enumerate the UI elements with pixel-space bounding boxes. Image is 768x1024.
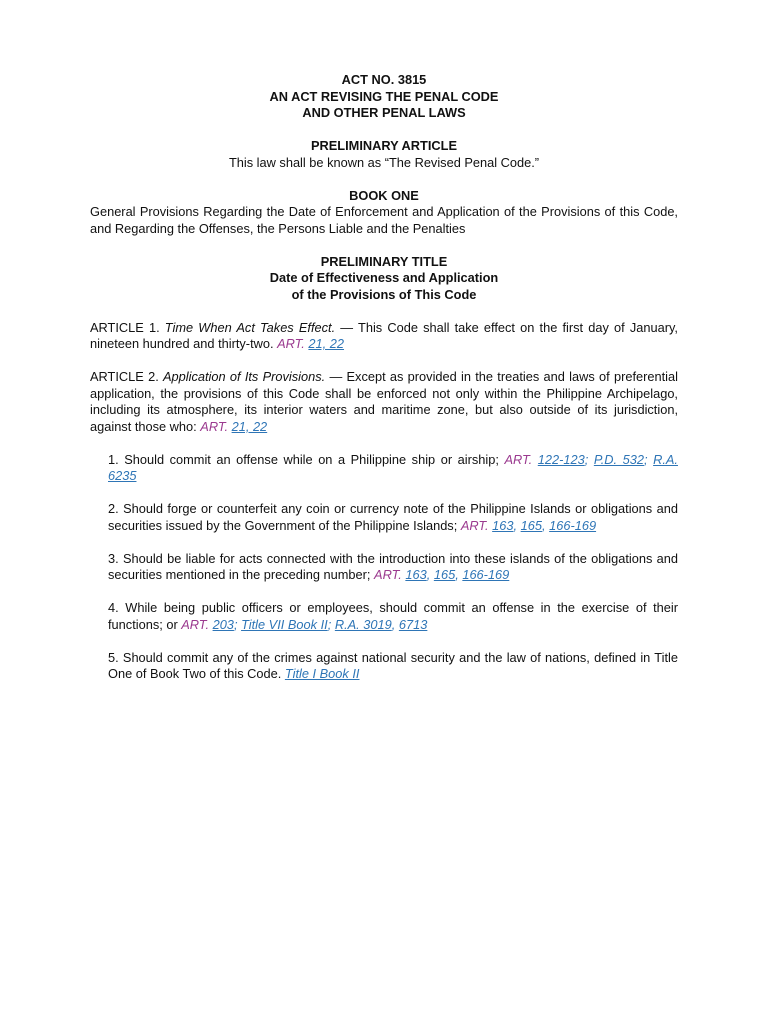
reference-link[interactable]: 166-169 [462,567,510,582]
act-title-line2: AND OTHER PENAL LAWS [302,105,466,120]
reference-link[interactable]: R.A. 6235 [108,451,678,483]
act-number: ACT NO. 3815 [341,72,427,87]
list-item-text: 1. Should commit an offense while on a Philippine ship or airship; [108,451,505,467]
reference-link[interactable]: 163 [492,517,514,533]
preliminary-title-subtitle-line2: of the Provisions of This Code [291,286,477,302]
article-1-art-label: ART. [277,336,305,351]
list-item-text: 2. Should forge or counterfeit any coin or currency note of the Philippine Islands or obligations and securities issued by the Government of the Philippine Islands; [108,501,678,533]
reference-link[interactable]: 166-169 [549,517,597,533]
list-item-4: 4. While being public officers or employees, should commit an offense in the exercise of their functions; or ART. 203; Title VII Book II; R.A. 3019, 6713 [108,600,678,632]
act-title-line1: AN ACT REVISING THE PENAL CODE [269,88,499,104]
reference-link[interactable]: 203 [212,616,234,632]
article-2-art-label: ART. [200,418,229,434]
article-2-link[interactable]: 21, 22 [231,418,268,434]
article-1-label: ARTICLE 1. [90,319,160,335]
reference-link[interactable]: 163 [405,567,427,582]
preliminary-title-heading: PRELIMINARY TITLE [320,253,448,269]
reference-link[interactable]: Title VII Book II [241,616,328,632]
article-1-text: — This Code shall take effect on the first day of January, nineteen hundred and thirty-two. [90,319,678,351]
article-2-text: — Except as provided in the treaties and laws of preferential application, the provisions of this Code shall be enforced not only within the Philippine Archipelago, including its atmosphere, its interior waters and maritime zone, but also outside of its jurisdiction, against those who: [90,369,678,434]
preliminary-title-subtitle-line1: Date of Effectiveness and Application [269,270,499,285]
list-item-text: 5. Should commit any of the crimes against national security and the law of nations, defined in Title One of Book Two of this Code. [108,649,678,681]
book-one-heading: BOOK ONE [349,187,419,203]
article-1 [90,320,678,353]
list-item-1: 1. Should commit an offense while on a Philippine ship or airship; ART. 122-123; P.D. 532; R.A. 6235 [108,451,678,483]
list-item-text: 4. While being public officers or employees, should commit an offense in the exercise of their functions; or [108,600,678,632]
article-1-title: Time When Act Takes Effect. [164,319,336,335]
reference-link[interactable]: 6713 [398,616,428,632]
reference-link[interactable]: Title I Book II [284,666,360,681]
reference-link[interactable]: 165 [433,567,456,582]
art-label: ART. [374,567,402,582]
preliminary-article-text: This law shall be known as “The Revised Penal Code.” [228,154,540,170]
list-item-text: 3. Should be liable for acts connected with the introduction into these islands of the obligations and securities mentioned in the preceding number; [108,550,678,582]
preliminary-article [90,138,678,171]
reference-link[interactable]: 122-123 [537,451,585,467]
reference-link[interactable]: P.D. 532 [593,451,644,467]
article-2 [90,369,678,435]
list-item-3: 3. Should be liable for acts connected with the introduction into these islands of the obligations and securities mentioned in the preceding number; ART. 163, 165, 166-169 [108,550,678,582]
art-label: ART. [460,517,489,533]
preliminary-article-heading: PRELIMINARY ARTICLE [311,138,457,153]
article-2-label: ARTICLE 2. [90,369,159,384]
article-1-link[interactable]: 21, 22 [308,336,345,351]
book-one [90,188,678,238]
preliminary-title [90,254,678,304]
art-label: ART. [181,616,210,632]
book-one-description: General Provisions Regarding the Date of Enforcement and Application of the Provisions of this Code, and Regarding the Offenses, the Persons Liable and the Penalties [90,204,678,236]
list-item-5 [108,650,678,683]
reference-link[interactable]: R.A. 3019 [334,616,392,632]
reference-link[interactable]: 165 [520,517,542,533]
art-label: ART. [504,451,533,467]
act-header [90,72,678,122]
article-2-title: Application of Its Provisions. [163,369,326,384]
list-item-2: 2. Should forge or counterfeit any coin or currency note of the Philippine Islands or obligations and securities issued by the Government of the Philippine Islands; ART. 163, 165, 166-169 [108,501,678,533]
